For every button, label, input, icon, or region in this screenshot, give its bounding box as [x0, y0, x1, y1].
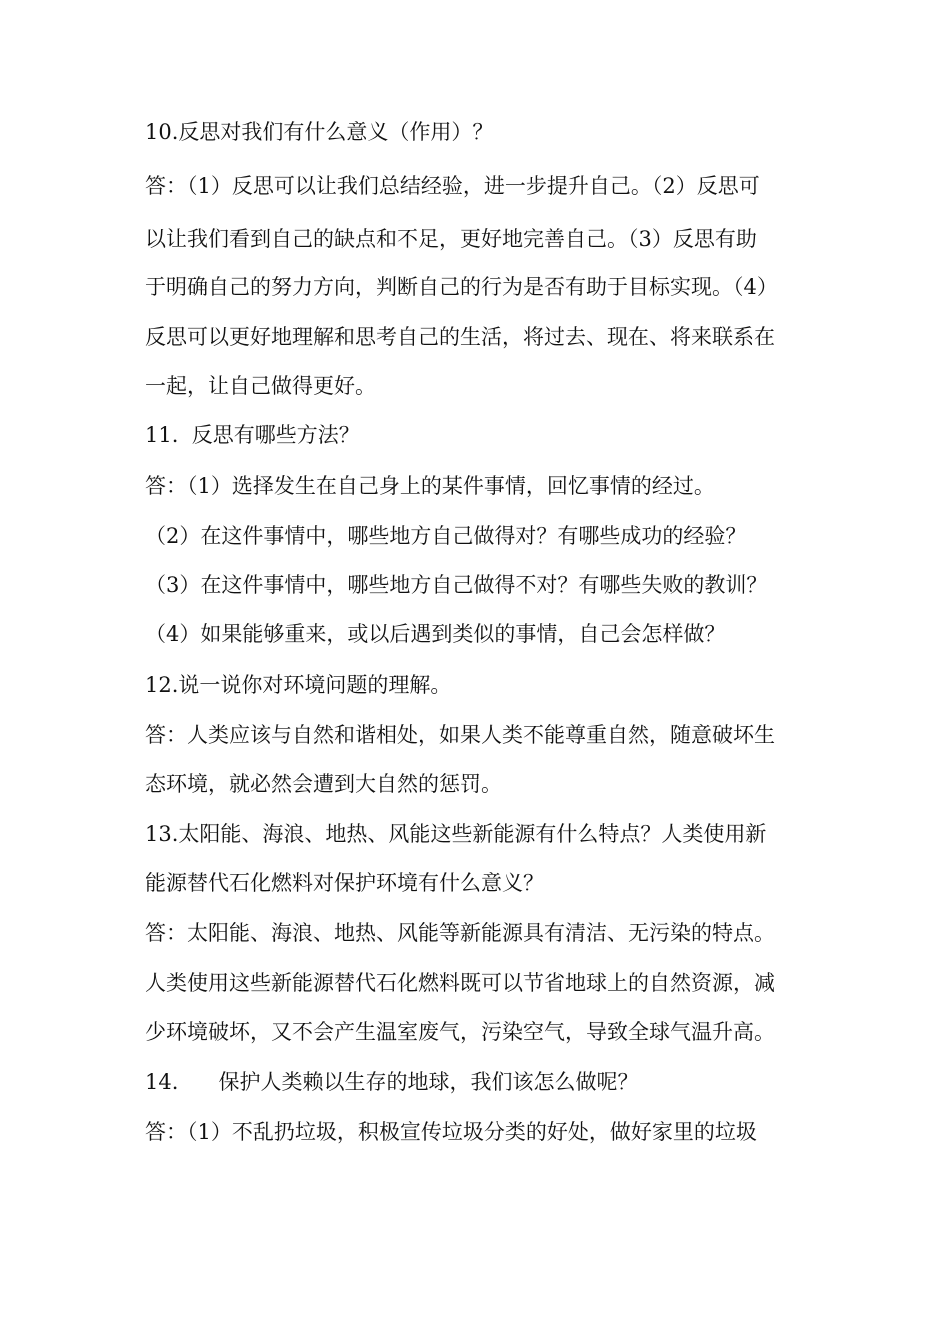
answer-10-line-1: 答：（1）反思可以让我们总结经验，进一步提升自己。（2）反思可	[145, 174, 760, 198]
answer-13-line-3: 少环境破坏，又不会产生温室废气，污染空气，导致全球气温升高。	[145, 1020, 775, 1044]
question-13-line-1: 13.太阳能、海浪、地热、风能这些新能源有什么特点？人类使用新	[145, 822, 767, 846]
answer-11-line-2: （2）在这件事情中，哪些地方自己做得对？有哪些成功的经验？	[145, 524, 747, 548]
question-10: 10.反思对我们有什么意义（作用）？	[145, 120, 494, 144]
answer-11-line-4: （4）如果能够重来，或以后遇到类似的事情，自己会怎样做？	[145, 622, 726, 646]
answer-12-line-1: 答：人类应该与自然和谐相处，如果人类不能尊重自然，随意破坏生	[145, 723, 775, 747]
question-11: 11. 反思有哪些方法？	[145, 423, 360, 447]
answer-10-line-4: 反思可以更好地理解和思考自己的生活，将过去、现在、将来联系在	[145, 325, 775, 349]
answer-13-line-2: 人类使用这些新能源替代石化燃料既可以节省地球上的自然资源，减	[145, 971, 775, 995]
answer-14-line-1: 答：（1）不乱扔垃圾，积极宣传垃圾分类的好处，做好家里的垃圾	[145, 1120, 757, 1144]
answer-10-line-2: 以让我们看到自己的缺点和不足，更好地完善自己。（3）反思有助	[145, 227, 757, 251]
answer-13-line-1: 答：太阳能、海浪、地热、风能等新能源具有清洁、无污染的特点。	[145, 921, 775, 945]
answer-12-line-2: 态环境，就必然会遭到大自然的惩罚。	[145, 772, 502, 796]
question-12: 12.说一说你对环境问题的理解。	[145, 673, 452, 697]
answer-10-line-3: 于明确自己的努力方向，判断自己的行为是否有助于目标实现。（4）	[145, 275, 778, 299]
answer-11-line-3: （3）在这件事情中，哪些地方自己做得不对？有哪些失败的教训？	[145, 573, 768, 597]
answer-10-line-5: 一起，让自己做得更好。	[145, 374, 376, 398]
question-13-line-2: 能源替代石化燃料对保护环境有什么意义？	[145, 871, 544, 895]
answer-11-line-1: 答：（1）选择发生在自己身上的某件事情，回忆事情的经过。	[145, 474, 715, 498]
question-14: 14. 保护人类赖以生存的地球，我们该怎么做呢？	[145, 1070, 639, 1094]
